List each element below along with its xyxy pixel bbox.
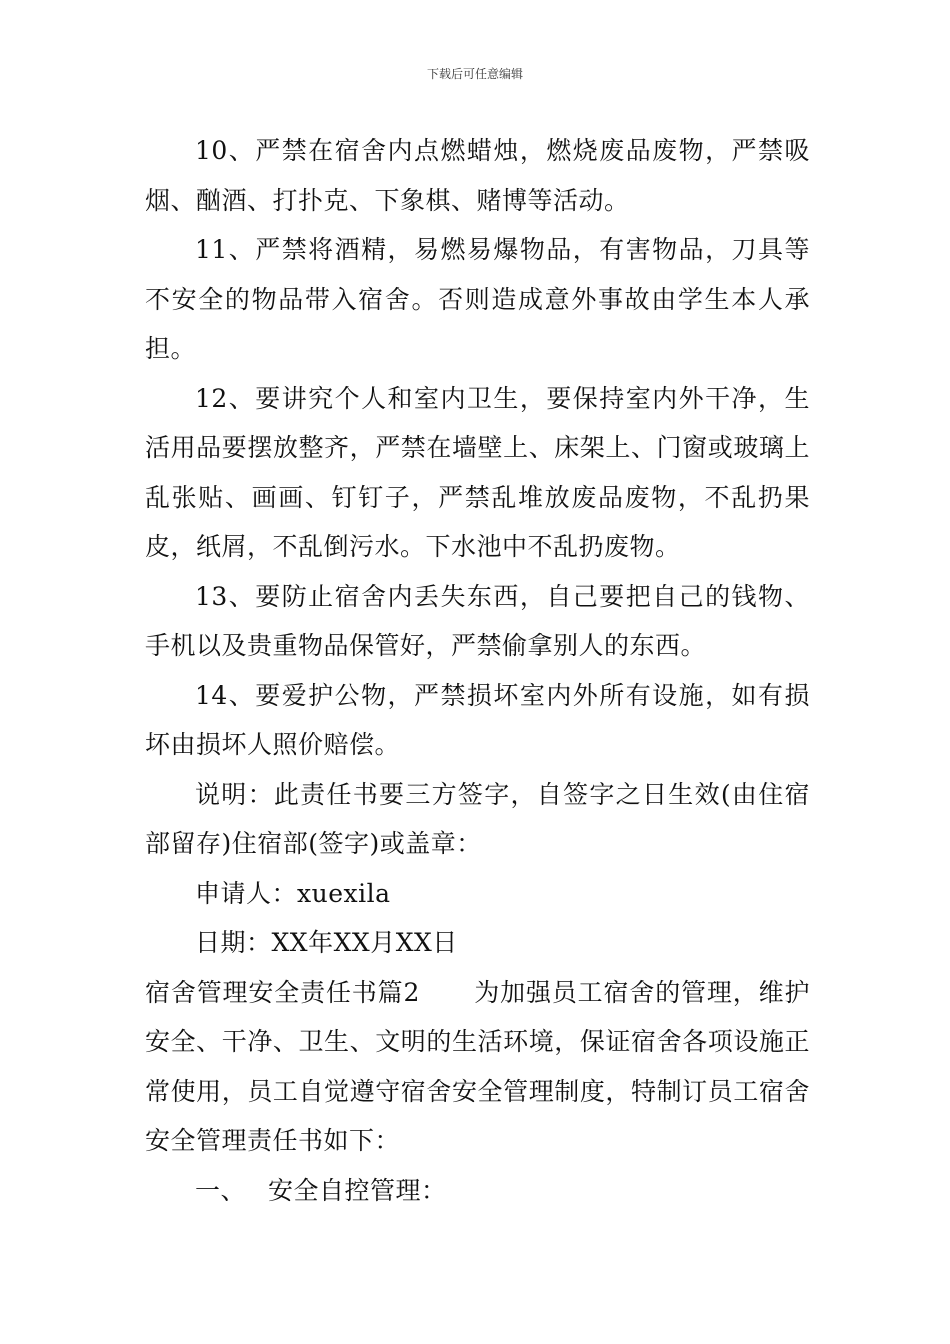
- rule-12: 12、要讲究个人和室内卫生，要保持室内外干净，生活用品要摆放整齐，严禁在墙壁上、床架上、门窗或玻璃上乱张贴、画画、钉钉子，严禁乱堆放废品废物，不乱扔果皮，纸屑，不乱倒污水。下水池中不乱扔废物。: [145, 383, 810, 561]
- rule-14: 14、要爱护公物，严禁损坏室内外所有设施，如有损坏由损坏人照价赔偿。: [145, 680, 810, 759]
- page-header: 下载后可任意编辑: [426, 67, 523, 81]
- rule-10: 10、严禁在宿舍内点燃蜡烛，燃烧废品废物，严禁吸烟、酗酒、打扑克、下象棋、赌博等活动。: [145, 136, 810, 215]
- heading-safety-self-control: [145, 1166, 810, 1216]
- document-body: [145, 126, 810, 1215]
- rule-11: 11、严禁将酒精，易燃易爆物品，有害物品，刀具等不安全的物品带入宿舍。否则造成意外事故由学生本人承担。: [145, 235, 810, 363]
- explanation-note: 说明：此责任书要三方签字，自签字之日生效(由住宿部留存)住宿部(签字)或盖章：: [145, 779, 810, 858]
- rule-13: 13、要防止宿舍内丢失东西，自己要把自己的钱物、手机以及贵重物品保管好，严禁偷拿别人的东西。: [145, 581, 810, 660]
- date-line: 日期：XX年XX月XX日: [195, 928, 458, 957]
- section-2-body: 为加强员工宿舍的管理，维护安全、干净、卫生、文明的生活环境，保证宿舍各项设施正常使用，员工自觉遵守宿舍安全管理制度，特制订员工宿舍安全管理责任书如下：: [145, 977, 810, 1155]
- section-2-title: 宿舍管理安全责任书篇2: [145, 977, 420, 1007]
- heading-number: 一、: [195, 1175, 247, 1205]
- heading-text: 安全自控管理：: [268, 1175, 447, 1205]
- section-2-paragraph: [145, 968, 810, 1166]
- applicant-line: 申请人：xuexila: [195, 878, 391, 908]
